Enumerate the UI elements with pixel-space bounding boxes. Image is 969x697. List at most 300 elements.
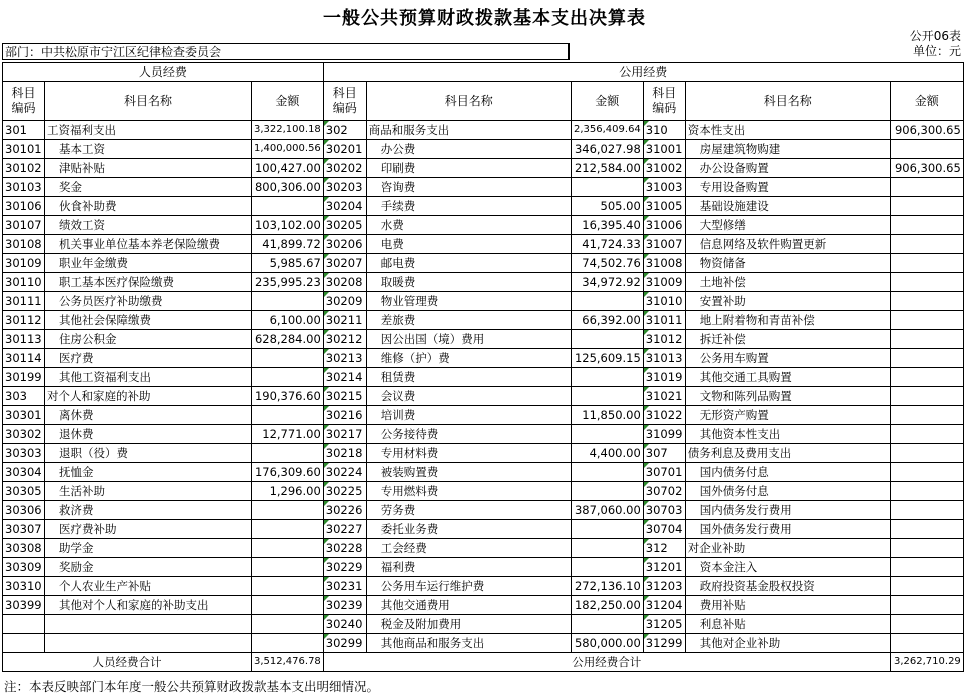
subject-code: 30239 <box>323 596 366 615</box>
subject-amount <box>890 330 963 349</box>
subject-code: 30229 <box>323 558 366 577</box>
footnote: 注：本表反映部门本年度一般公共预算财政拨款基本支出明细情况。 <box>4 679 380 694</box>
subject-name: 房屋建筑物购建 <box>685 140 890 159</box>
subject-amount <box>890 444 963 463</box>
table-row <box>3 463 964 482</box>
subject-code: 30216 <box>323 406 366 425</box>
table-row <box>3 482 964 501</box>
subject-name: 培训费 <box>366 406 571 425</box>
subject-name: 邮电费 <box>366 254 571 273</box>
subject-amount: 5,985.67 <box>252 254 324 273</box>
subject-name: 国内债务付息 <box>685 463 890 482</box>
subject-code: 31203 <box>643 577 685 596</box>
subject-name: 职业年金缴费 <box>45 254 252 273</box>
subject-amount <box>890 387 963 406</box>
subject-amount <box>252 520 324 539</box>
subject-code: 31007 <box>643 235 685 254</box>
table-row <box>3 387 964 406</box>
subject-name: 信息网络及软件购置更新 <box>685 235 890 254</box>
header-name: 科目名称 <box>45 82 252 121</box>
subject-code: 30240 <box>323 615 366 634</box>
subject-amount <box>890 178 963 197</box>
header-name: 科目名称 <box>685 82 890 121</box>
subject-name: 救济费 <box>45 501 252 520</box>
header-name: 科目名称 <box>366 82 571 121</box>
subject-code: 30218 <box>323 444 366 463</box>
subject-name: 政府投资基金股权投资 <box>685 577 890 596</box>
subject-code: 30208 <box>323 273 366 292</box>
subject-code: 31204 <box>643 596 685 615</box>
subject-name: 奖励金 <box>45 558 252 577</box>
subject-name: 水费 <box>366 216 571 235</box>
subject-code: 307 <box>643 444 685 463</box>
subject-name: 医疗费补助 <box>45 520 252 539</box>
subject-amount: 580,000.00 <box>571 634 643 653</box>
table-row <box>3 615 964 634</box>
subject-amount: 190,376.60 <box>252 387 324 406</box>
subject-code: 30101 <box>3 140 45 159</box>
subject-code: 30202 <box>323 159 366 178</box>
subject-amount: 41,899.72 <box>252 235 324 254</box>
subject-name: 其他交通工具购置 <box>685 368 890 387</box>
subject-code: 30111 <box>3 292 45 311</box>
subject-code: 31006 <box>643 216 685 235</box>
subject-code: 30304 <box>3 463 45 482</box>
table-row <box>3 159 964 178</box>
subject-amount: 2,356,409.64 <box>571 121 643 140</box>
subject-code: 31022 <box>643 406 685 425</box>
subject-amount <box>571 558 643 577</box>
subject-code: 30107 <box>3 216 45 235</box>
subject-name: 债务利息及费用支出 <box>685 444 890 463</box>
subject-amount <box>890 596 963 615</box>
subject-amount <box>890 311 963 330</box>
subject-code: 30308 <box>3 539 45 558</box>
table-row <box>3 634 964 653</box>
subject-name: 物资储备 <box>685 254 890 273</box>
subject-amount <box>890 406 963 425</box>
subject-code: 30106 <box>3 197 45 216</box>
subject-name: 劳务费 <box>366 501 571 520</box>
subject-code: 30303 <box>3 444 45 463</box>
subject-amount <box>252 406 324 425</box>
subject-amount: 628,284.00 <box>252 330 324 349</box>
subject-name: 退休费 <box>45 425 252 444</box>
subject-name: 物业管理费 <box>366 292 571 311</box>
subject-amount <box>571 292 643 311</box>
subject-code: 30212 <box>323 330 366 349</box>
subject-amount: 212,584.00 <box>571 159 643 178</box>
subject-amount: 235,995.23 <box>252 273 324 292</box>
subject-amount <box>890 349 963 368</box>
subject-amount: 387,060.00 <box>571 501 643 520</box>
subject-amount: 41,724.33 <box>571 235 643 254</box>
subject-name: 资本金注入 <box>685 558 890 577</box>
table-row <box>3 596 964 615</box>
subject-amount: 16,395.40 <box>571 216 643 235</box>
subject-name: 国外债务付息 <box>685 482 890 501</box>
subject-amount <box>571 482 643 501</box>
subject-amount <box>252 596 324 615</box>
subject-name: 其他交通费用 <box>366 596 571 615</box>
subject-name: 无形资产购置 <box>685 406 890 425</box>
table-row <box>3 292 964 311</box>
subject-code: 30307 <box>3 520 45 539</box>
table-row <box>3 235 964 254</box>
public-total-label: 公用经费合计 <box>323 653 890 672</box>
subject-code: 31012 <box>643 330 685 349</box>
subject-amount <box>252 577 324 596</box>
subject-code: 31005 <box>643 197 685 216</box>
subject-amount <box>571 463 643 482</box>
subject-amount <box>890 273 963 292</box>
subject-amount <box>890 558 963 577</box>
subject-code: 31099 <box>643 425 685 444</box>
page-title: 一般公共预算财政拨款基本支出决算表 <box>323 8 646 29</box>
subject-name: 专用设备购置 <box>685 178 890 197</box>
table-row <box>3 368 964 387</box>
subject-code: 30224 <box>323 463 366 482</box>
subject-amount: 176,309.60 <box>252 463 324 482</box>
subject-code <box>3 634 45 653</box>
subject-amount: 66,392.00 <box>571 311 643 330</box>
subject-amount <box>571 539 643 558</box>
subject-name: 福利费 <box>366 558 571 577</box>
header-code: 科目 编码 <box>323 82 366 121</box>
subject-code: 30209 <box>323 292 366 311</box>
subject-amount <box>890 463 963 482</box>
subject-name: 公务员医疗补助缴费 <box>45 292 252 311</box>
subject-name: 资本性支出 <box>685 121 890 140</box>
subject-code: 30109 <box>3 254 45 273</box>
subject-amount: 182,250.00 <box>571 596 643 615</box>
table-row <box>3 197 964 216</box>
subject-name: 绩效工资 <box>45 216 252 235</box>
subject-amount: 12,771.00 <box>252 425 324 444</box>
subject-amount <box>571 425 643 444</box>
table-row <box>3 558 964 577</box>
subject-amount <box>252 634 324 653</box>
subject-amount <box>571 520 643 539</box>
section-header-row <box>3 63 964 82</box>
subject-code: 302 <box>323 121 366 140</box>
subject-name: 办公费 <box>366 140 571 159</box>
subject-name: 其他社会保障缴费 <box>45 311 252 330</box>
table-row <box>3 520 964 539</box>
subject-name: 医疗费 <box>45 349 252 368</box>
subject-amount <box>890 425 963 444</box>
subject-name: 助学金 <box>45 539 252 558</box>
subject-amount: 272,136.10 <box>571 577 643 596</box>
subject-code: 30114 <box>3 349 45 368</box>
subject-code: 31201 <box>643 558 685 577</box>
subject-amount: 6,100.00 <box>252 311 324 330</box>
subject-code: 30103 <box>3 178 45 197</box>
subject-code: 30207 <box>323 254 366 273</box>
subject-name: 公务接待费 <box>366 425 571 444</box>
subject-code: 30301 <box>3 406 45 425</box>
table-row <box>3 254 964 273</box>
subject-amount: 906,300.65 <box>890 159 963 178</box>
subject-amount <box>890 292 963 311</box>
table-row <box>3 539 964 558</box>
subject-name: 津贴补贴 <box>45 159 252 178</box>
subject-name: 其他对企业补助 <box>685 634 890 653</box>
subject-amount <box>890 482 963 501</box>
header-amount: 金额 <box>252 82 324 121</box>
subject-amount <box>252 292 324 311</box>
department-label: 部门：中共松原市宁江区纪律检查委员会 <box>2 43 570 60</box>
subject-name: 电费 <box>366 235 571 254</box>
subject-amount <box>252 349 324 368</box>
subject-code: 31009 <box>643 273 685 292</box>
subject-amount: 11,850.00 <box>571 406 643 425</box>
table-row <box>3 330 964 349</box>
table-row <box>3 444 964 463</box>
subject-amount: 103,102.00 <box>252 216 324 235</box>
subject-code: 310 <box>643 121 685 140</box>
subject-code: 30309 <box>3 558 45 577</box>
subject-name: 拆迁补偿 <box>685 330 890 349</box>
subject-name: 地上附着物和青苗补偿 <box>685 311 890 330</box>
subject-amount <box>890 615 963 634</box>
subject-amount <box>252 558 324 577</box>
subject-amount <box>890 634 963 653</box>
subject-code: 31011 <box>643 311 685 330</box>
subject-code: 30226 <box>323 501 366 520</box>
subject-name: 土地补偿 <box>685 273 890 292</box>
subject-name: 国内债务发行费用 <box>685 501 890 520</box>
subject-amount <box>890 368 963 387</box>
subject-code: 30211 <box>323 311 366 330</box>
subject-name: 奖金 <box>45 178 252 197</box>
subject-amount <box>252 539 324 558</box>
subject-name: 利息补贴 <box>685 615 890 634</box>
subject-code: 30102 <box>3 159 45 178</box>
subject-amount <box>571 178 643 197</box>
subject-amount <box>571 368 643 387</box>
subject-code <box>3 615 45 634</box>
subject-name: 离休费 <box>45 406 252 425</box>
subject-name: 其他商品和服务支出 <box>366 634 571 653</box>
subject-code: 30214 <box>323 368 366 387</box>
subject-name: 差旅费 <box>366 311 571 330</box>
subject-code: 30213 <box>323 349 366 368</box>
subject-amount <box>252 197 324 216</box>
subject-amount: 800,306.00 <box>252 178 324 197</box>
subject-amount <box>890 501 963 520</box>
subject-name: 维修（护）费 <box>366 349 571 368</box>
subject-code: 30399 <box>3 596 45 615</box>
totals-row <box>3 653 964 672</box>
subject-code: 30302 <box>3 425 45 444</box>
subject-amount: 346,027.98 <box>571 140 643 159</box>
subject-name: 委托业务费 <box>366 520 571 539</box>
public-total-amount: 3,262,710.29 <box>890 653 963 672</box>
subject-amount: 3,322,100.18 <box>252 121 324 140</box>
subject-code: 31001 <box>643 140 685 159</box>
subject-name: 基本工资 <box>45 140 252 159</box>
subject-code: 301 <box>3 121 45 140</box>
subject-code: 31299 <box>643 634 685 653</box>
subject-amount <box>571 387 643 406</box>
subject-code: 30217 <box>323 425 366 444</box>
column-header-row <box>3 82 964 121</box>
subject-code: 30199 <box>3 368 45 387</box>
subject-code: 30110 <box>3 273 45 292</box>
subject-name: 职工基本医疗保险缴费 <box>45 273 252 292</box>
subject-name: 其他工资福利支出 <box>45 368 252 387</box>
subject-code: 30206 <box>323 235 366 254</box>
header-amount: 金额 <box>890 82 963 121</box>
subject-name: 机关事业单位基本养老保险缴费 <box>45 235 252 254</box>
table-row <box>3 577 964 596</box>
subject-code: 30201 <box>323 140 366 159</box>
subject-amount: 1,296.00 <box>252 482 324 501</box>
unit-label: 单位：元 <box>912 44 961 58</box>
subject-code: 31205 <box>643 615 685 634</box>
subject-code: 30704 <box>643 520 685 539</box>
subject-name: 文物和陈列品购置 <box>685 387 890 406</box>
subject-code: 303 <box>3 387 45 406</box>
subject-amount <box>890 235 963 254</box>
table-row <box>3 273 964 292</box>
subject-name: 国外债务发行费用 <box>685 520 890 539</box>
subject-amount <box>890 216 963 235</box>
header-code: 科目 编码 <box>643 82 685 121</box>
subject-code: 30702 <box>643 482 685 501</box>
subject-code: 30306 <box>3 501 45 520</box>
subject-name: 咨询费 <box>366 178 571 197</box>
subject-code: 30227 <box>323 520 366 539</box>
subject-amount <box>890 539 963 558</box>
subject-name: 取暖费 <box>366 273 571 292</box>
subject-name: 其他资本性支出 <box>685 425 890 444</box>
subject-amount <box>890 520 963 539</box>
subject-name: 工资福利支出 <box>45 121 252 140</box>
subject-amount <box>890 140 963 159</box>
subject-amount: 505.00 <box>571 197 643 216</box>
table-row <box>3 311 964 330</box>
subject-code: 312 <box>643 539 685 558</box>
subject-amount <box>890 254 963 273</box>
subject-code: 31021 <box>643 387 685 406</box>
personnel-total-label: 人员经费合计 <box>3 653 252 672</box>
subject-name: 专用材料费 <box>366 444 571 463</box>
section-public: 公用经费 <box>323 63 963 82</box>
subject-code: 31003 <box>643 178 685 197</box>
subject-name: 其他对个人和家庭的补助支出 <box>45 596 252 615</box>
section-personnel: 人员经费 <box>3 63 324 82</box>
subject-code: 30305 <box>3 482 45 501</box>
subject-name: 税金及附加费用 <box>366 615 571 634</box>
subject-code: 30113 <box>3 330 45 349</box>
subject-amount <box>890 197 963 216</box>
subject-name <box>45 615 252 634</box>
subject-name: 印刷费 <box>366 159 571 178</box>
subject-code: 30231 <box>323 577 366 596</box>
table-row <box>3 216 964 235</box>
subject-amount: 4,400.00 <box>571 444 643 463</box>
subject-code: 31013 <box>643 349 685 368</box>
subject-name: 工会经费 <box>366 539 571 558</box>
table-row <box>3 178 964 197</box>
subject-amount: 34,972.92 <box>571 273 643 292</box>
subject-name: 专用燃料费 <box>366 482 571 501</box>
subject-amount <box>252 501 324 520</box>
subject-name: 退职（役）费 <box>45 444 252 463</box>
table-row <box>3 501 964 520</box>
subject-name: 对个人和家庭的补助 <box>45 387 252 406</box>
subject-code: 30108 <box>3 235 45 254</box>
subject-code: 31019 <box>643 368 685 387</box>
subject-name: 抚恤金 <box>45 463 252 482</box>
subject-name: 被装购置费 <box>366 463 571 482</box>
subject-amount <box>571 330 643 349</box>
subject-name: 个人农业生产补贴 <box>45 577 252 596</box>
subject-amount: 906,300.65 <box>890 121 963 140</box>
table-row <box>3 140 964 159</box>
subject-amount: 125,609.15 <box>571 349 643 368</box>
header-code: 科目 编码 <box>3 82 45 121</box>
subject-name: 基础设施建设 <box>685 197 890 216</box>
subject-name: 办公设备购置 <box>685 159 890 178</box>
subject-code: 30203 <box>323 178 366 197</box>
subject-name: 手续费 <box>366 197 571 216</box>
subject-amount <box>252 444 324 463</box>
subject-code: 30228 <box>323 539 366 558</box>
subject-name: 公务用车购置 <box>685 349 890 368</box>
form-number: 公开06表 <box>909 29 961 43</box>
subject-name <box>45 634 252 653</box>
subject-amount: 100,427.00 <box>252 159 324 178</box>
subject-amount <box>252 368 324 387</box>
subject-name: 大型修缮 <box>685 216 890 235</box>
table-row <box>3 425 964 444</box>
header-amount: 金额 <box>571 82 643 121</box>
table-row <box>3 121 964 140</box>
subject-name: 伙食补助费 <box>45 197 252 216</box>
subject-name: 对企业补助 <box>685 539 890 558</box>
subject-code: 30204 <box>323 197 366 216</box>
subject-name: 费用补贴 <box>685 596 890 615</box>
subject-name: 会议费 <box>366 387 571 406</box>
subject-name: 公务用车运行维护费 <box>366 577 571 596</box>
subject-code: 30310 <box>3 577 45 596</box>
subject-name: 安置补助 <box>685 292 890 311</box>
subject-name: 商品和服务支出 <box>366 121 571 140</box>
subject-code: 30225 <box>323 482 366 501</box>
subject-name: 租赁费 <box>366 368 571 387</box>
subject-amount: 1,400,000.56 <box>252 140 324 159</box>
subject-amount <box>252 615 324 634</box>
table-row <box>3 349 964 368</box>
personnel-total-amount: 3,512,476.78 <box>252 653 324 672</box>
subject-code: 30703 <box>643 501 685 520</box>
subject-code: 30112 <box>3 311 45 330</box>
subject-name: 生活补助 <box>45 482 252 501</box>
subject-code: 30701 <box>643 463 685 482</box>
subject-name: 住房公积金 <box>45 330 252 349</box>
subject-amount <box>890 577 963 596</box>
subject-amount <box>571 615 643 634</box>
subject-amount: 74,502.76 <box>571 254 643 273</box>
table-row <box>3 406 964 425</box>
subject-name: 因公出国（境）费用 <box>366 330 571 349</box>
subject-code: 30299 <box>323 634 366 653</box>
expenditure-table <box>2 62 964 672</box>
subject-code: 31010 <box>643 292 685 311</box>
